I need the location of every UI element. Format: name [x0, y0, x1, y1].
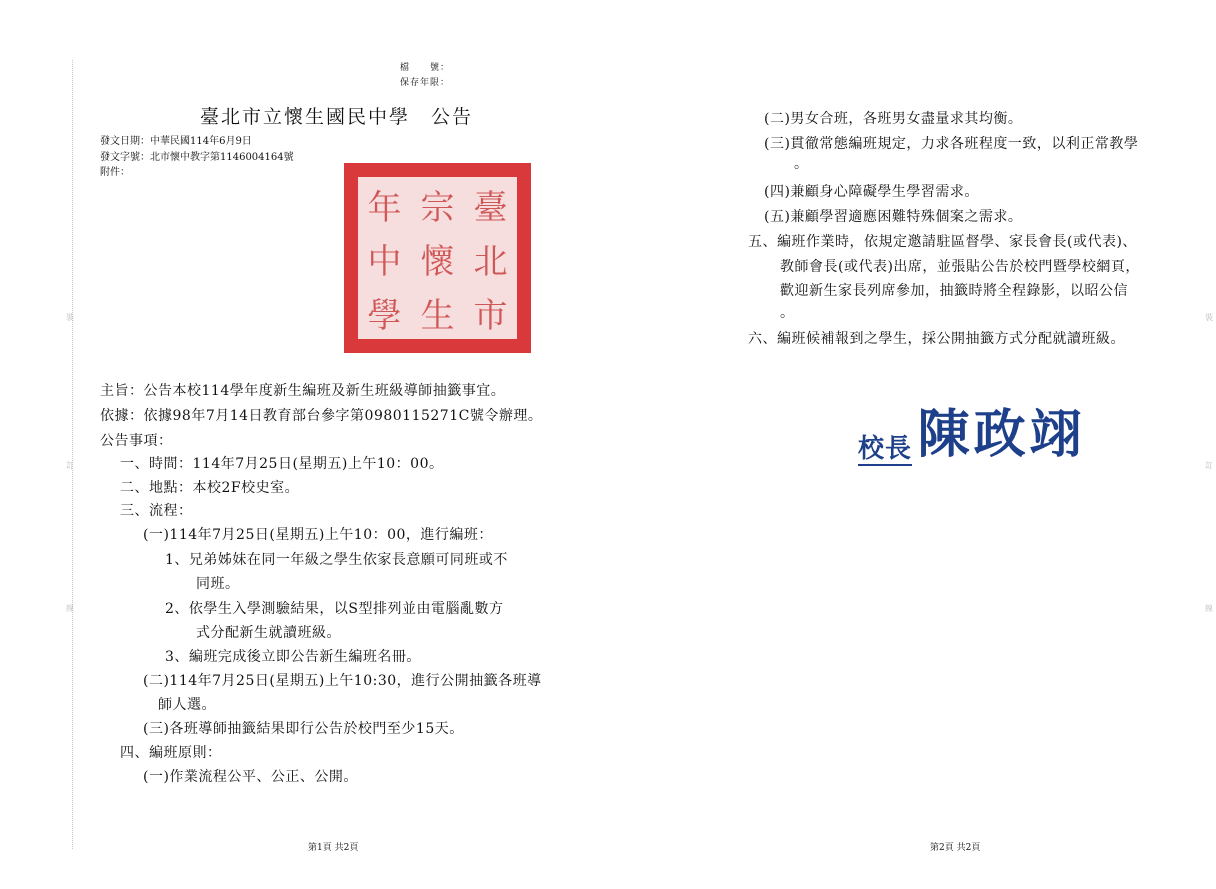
issue-date: 發文日期：中華民國114年6月9日: [100, 136, 252, 147]
time-line: 一、時間：114年7月25日(星期五)上午10：00。: [120, 456, 444, 472]
principle-1: (一)作業流程公平、公正、公開。: [143, 769, 358, 785]
section-5-cont-3: 。: [780, 305, 795, 321]
principle-5: (五)兼顧學習適應困難特殊個案之需求。: [764, 209, 1023, 225]
procedure-item-1: (一)114年7月25日(星期五)上午10：00，進行編班：: [143, 527, 493, 543]
procedure-step-3: 3、編班完成後立即公告新生編班名冊。: [165, 649, 421, 665]
principle-4: (四)兼顧身心障礙學生學習需求。: [764, 184, 979, 200]
principles-heading: 四、編班原則：: [120, 745, 222, 761]
retention-period: 保存年限：: [400, 78, 451, 88]
attachment: 附件：: [100, 167, 130, 178]
procedure-item-3: (三)各班導師抽籤結果即行公告於校門至少15天。: [143, 721, 464, 737]
left-margin-mark-1: 裝: [66, 313, 74, 322]
left-margin-mark-2: 訂: [66, 461, 74, 470]
location-line: 二、地點：本校2F校史室。: [120, 480, 300, 496]
signature-role: 校長: [858, 434, 913, 464]
announcement-heading: 公告事項：: [100, 433, 173, 449]
section-5-cont-2: 歡迎新生家長列席參加，抽籤時將全程錄影，以昭公信: [780, 283, 1128, 299]
left-margin-mark-3: 線: [66, 604, 74, 613]
procedure-heading: 三、流程：: [120, 503, 193, 519]
page-number-2: 第2頁 共2頁: [930, 843, 981, 853]
official-seal: 年 宗 臺 中 懷 北 學 生 市: [344, 163, 531, 353]
margin-mark-3: 線: [1205, 604, 1213, 613]
signature-name: 陳政翊: [917, 404, 1086, 465]
margin-mark-1: 裝: [1205, 313, 1213, 322]
subject-line: 主旨：公告本校114學年度新生編班及新生班級導師抽籤事宜。: [100, 383, 506, 399]
principle-3: (三)貫徹常態編班規定，力求各班程度一致，以利正常教學: [764, 136, 1139, 152]
page-number-1: 第1頁 共2頁: [308, 843, 359, 853]
procedure-step-1: 1、兄弟姊妹在同一年級之學生依家長意願可同班或不: [165, 552, 508, 568]
procedure-step-2: 2、依學生入學測驗結果，以S型排列並由電腦亂數方: [165, 601, 504, 617]
basis-line: 依據：依據98年7月14日教育部台參字第0980115271C號令辦理。: [100, 408, 543, 424]
margin-mark-2: 訂: [1205, 461, 1213, 470]
section-5: 五、編班作業時，依規定邀請駐區督學、家長會長(或代表)、: [748, 234, 1137, 250]
procedure-step-1-cont: 同班。: [196, 576, 240, 592]
procedure-item-2: (二)114年7月25日(星期五)上午10:30，進行公開抽籤各班導: [143, 673, 542, 689]
principal-signature: [858, 405, 1086, 465]
archive-number: 檔 號：: [400, 63, 451, 73]
section-6: 六、編班候補報到之學生，採公開抽籤方式分配就讀班級。: [748, 331, 1125, 347]
principle-3-cont: 。: [794, 156, 809, 172]
section-5-cont-1: 教師會長(或代表)出席，並張貼公告於校門暨學校網頁，: [780, 259, 1140, 275]
document-number: 發文字號：北市懷中教字第1146004164號: [100, 152, 294, 163]
procedure-step-2-cont: 式分配新生就讀班級。: [196, 625, 341, 641]
page-title: 臺北市立懷生國民中學 公告: [200, 106, 474, 128]
procedure-item-2-cont: 師人選。: [158, 697, 216, 713]
principle-2: (二)男女合班，各班男女盡量求其均衡。: [764, 111, 1023, 127]
binding-line: [72, 60, 73, 849]
